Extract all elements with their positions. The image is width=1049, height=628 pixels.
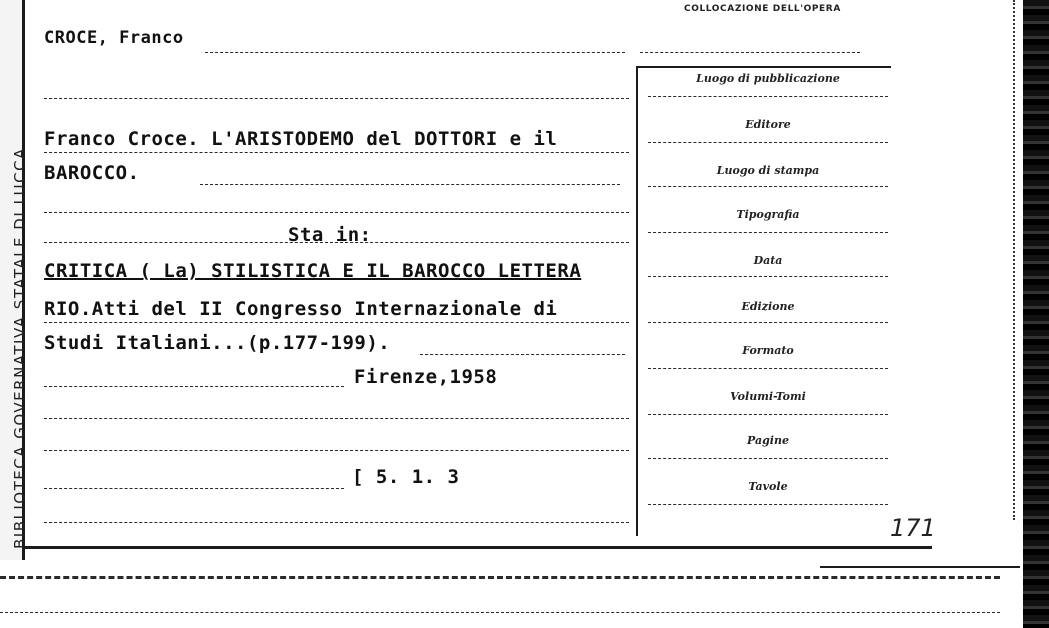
- rule: [44, 322, 629, 323]
- rule: [648, 414, 888, 415]
- place-year: Firenze,1958: [354, 366, 498, 388]
- rule: [648, 368, 888, 369]
- shelf-mark: [ 5. 1. 3: [352, 466, 460, 488]
- rule: [648, 96, 888, 97]
- source-line-2: RIO.Atti del II Congresso Internazionale di: [44, 298, 558, 320]
- field-column-divider: [636, 66, 638, 536]
- rule: [648, 504, 888, 505]
- field-luogo-stampa: Luogo di stampa: [716, 164, 820, 177]
- field-pagine: Pagine: [747, 434, 789, 447]
- rule: [44, 152, 629, 153]
- author-name: CROCE, Franco: [44, 28, 184, 48]
- card-right-edge: [1023, 0, 1049, 628]
- field-volumi-tomi: Volumi-Tomi: [730, 390, 806, 403]
- rule: [648, 322, 888, 323]
- title-line-2: BAROCCO.: [44, 162, 140, 184]
- rule: [44, 242, 629, 243]
- field-formato: Formato: [742, 344, 794, 357]
- library-stamp-text: BIBLIOTECA GOVERNATIVA STATALE DI LUCCA: [11, 147, 29, 549]
- rule: [44, 488, 344, 489]
- field-tipografia: Tipografia: [736, 208, 800, 221]
- rule: [44, 98, 629, 99]
- rule: [648, 276, 888, 277]
- field-data: Data: [753, 254, 783, 267]
- field-luogo-pubblicazione: Luogo di pubblicazione: [696, 72, 840, 85]
- rule: [44, 450, 629, 451]
- lower-card-rule: [0, 612, 1000, 613]
- rule: [200, 184, 620, 185]
- source-line-1: CRITICA ( La) STILISTICA E IL BAROCCO LETTERA: [44, 260, 582, 282]
- card-number: 171: [890, 514, 936, 542]
- rule: [648, 186, 888, 187]
- rule: [640, 52, 860, 53]
- field-editore: Editore: [745, 118, 791, 131]
- lower-card-edge: [0, 576, 1000, 579]
- sta-in-label: Sta in:: [288, 224, 372, 246]
- rule: [648, 458, 888, 459]
- card-bottom-edge: [22, 546, 932, 549]
- field-tavole: Tavole: [748, 480, 788, 493]
- field-column-top: [636, 66, 891, 68]
- collocazione-heading: COLLOCAZIONE DELL'OPERA: [684, 4, 841, 14]
- rule: [820, 566, 1020, 568]
- right-edge-dots: [1013, 0, 1023, 520]
- rule: [205, 52, 625, 53]
- rule: [44, 522, 629, 523]
- source-line-3: Studi Italiani...(p.177-199).: [44, 332, 391, 354]
- field-edizione: Edizione: [741, 300, 795, 313]
- rule: [420, 354, 625, 355]
- rule: [44, 212, 629, 213]
- title-line-1: Franco Croce. L'ARISTODEMO del DOTTORI e il: [44, 128, 558, 150]
- rule: [648, 142, 888, 143]
- rule: [44, 418, 629, 419]
- card-left-edge: [0, 0, 29, 560]
- rule: [648, 232, 888, 233]
- rule: [44, 386, 344, 387]
